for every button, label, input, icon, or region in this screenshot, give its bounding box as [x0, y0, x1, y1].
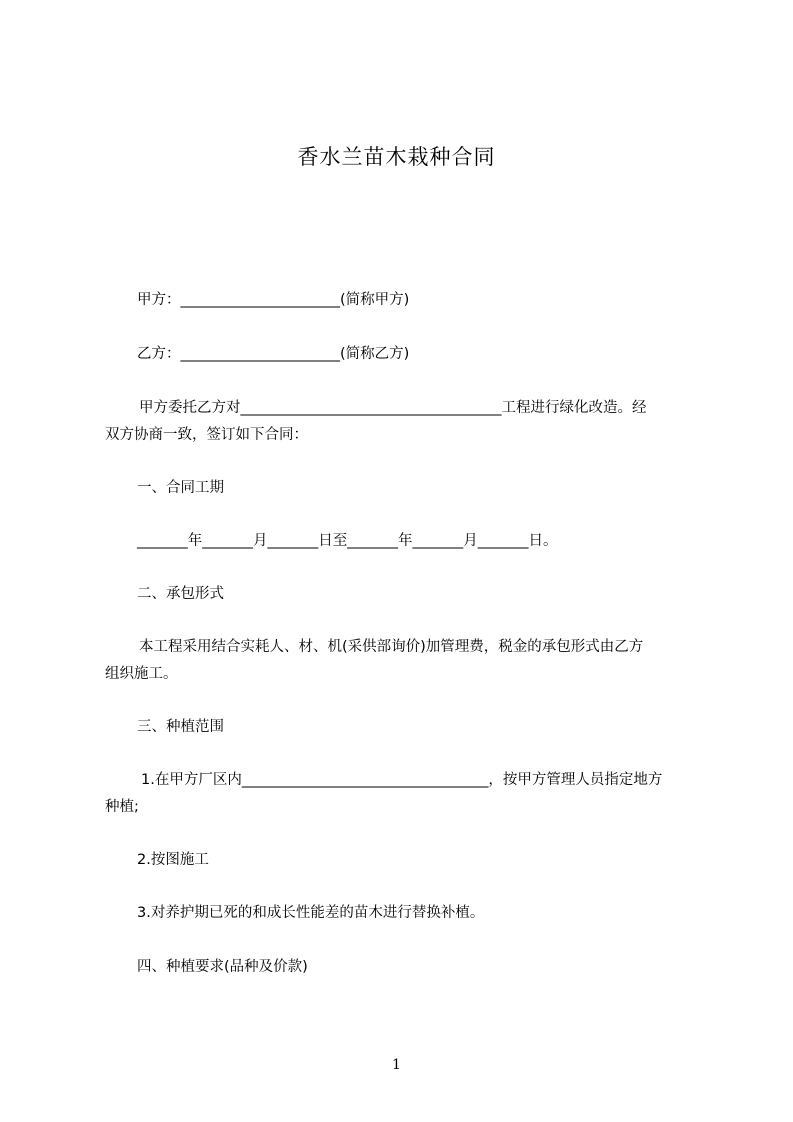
- section-4-heading: 四、种植要求(品种及价款): [137, 959, 308, 975]
- intro-paragraph: [105, 395, 705, 449]
- planting-scope-item-1-line-1: 1.在甲方厂区内__________________________________，按甲方管理人员指定地方: [141, 772, 663, 788]
- document-title: 香水兰苗木栽种合同: [297, 145, 496, 169]
- section-3-heading: 三、种植范围: [137, 719, 224, 735]
- section-1-heading: 一、合同工期: [137, 480, 224, 496]
- contract-form-line-2: 组织施工。: [105, 666, 178, 682]
- section-2-heading: 二、承包形式: [137, 586, 224, 602]
- party-a-line: 甲方：______________________(简称甲方): [137, 292, 410, 308]
- intro-line-1: 甲方委托乙方对____________________________________工程进行绿化改造。经: [139, 400, 647, 416]
- party-b-line: 乙方：______________________(简称乙方): [137, 346, 410, 362]
- intro-line-2: 双方协商一致，签订如下合同：: [105, 427, 308, 443]
- contract-period-dates: _______年_______月_______日至_______年_______月_______日。: [137, 533, 558, 549]
- contract-form-line-1: 本工程采用结合实耗人、材、机(采供部询价)加管理费，税金的承包形式由乙方: [139, 639, 644, 655]
- planting-scope-item-3: 3.对养护期已死的和成长性能差的苗木进行替换补植。: [137, 905, 485, 921]
- page-number: 1: [392, 1057, 401, 1073]
- contract-form-paragraph: [105, 634, 705, 688]
- planting-scope-item-1: [105, 767, 705, 821]
- planting-scope-item-2: 2.按图施工: [137, 852, 209, 868]
- planting-scope-item-1-line-2: 种植;: [105, 799, 139, 815]
